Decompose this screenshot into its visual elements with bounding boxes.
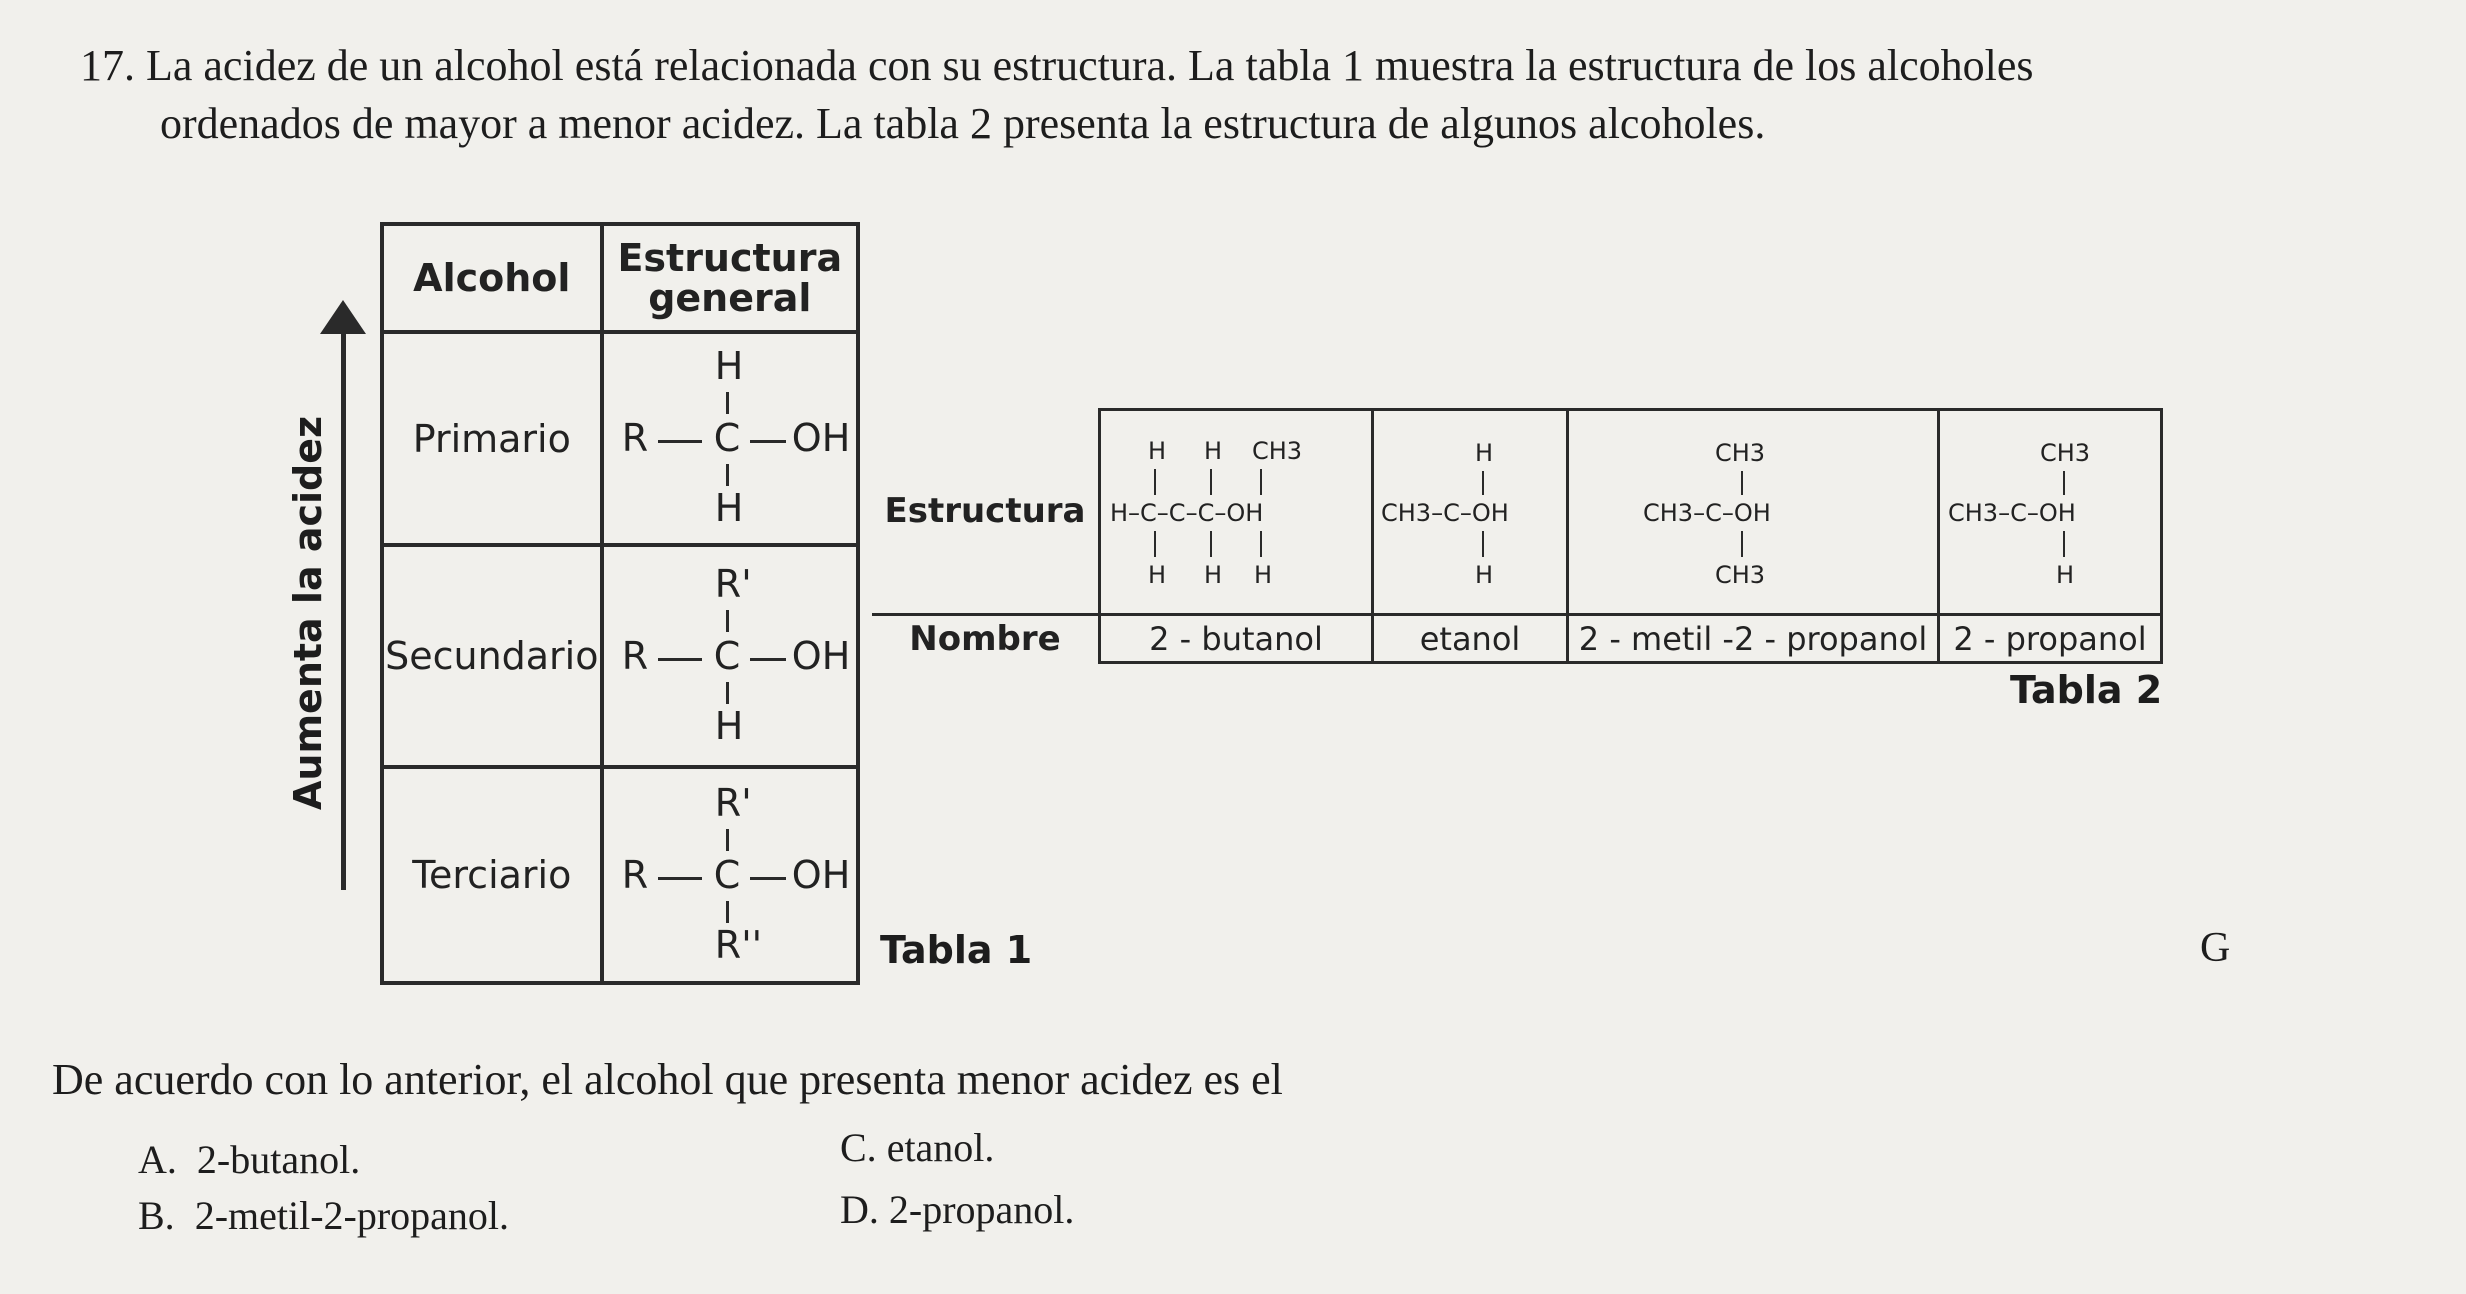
struct-bottom: R'' xyxy=(714,922,763,967)
struct-left: R xyxy=(621,633,649,678)
f-bottom-3: H xyxy=(1254,561,1273,589)
struct-bottom: H xyxy=(714,486,744,530)
name-etanol: etanol xyxy=(1373,615,1568,663)
stray-mark: G xyxy=(2200,925,2231,971)
struct-left: R xyxy=(621,416,649,460)
f-main: CH3–C–OH xyxy=(1381,499,1509,527)
alcohol-terciario: Terciario xyxy=(382,767,602,983)
alcohol-secundario: Secundario xyxy=(382,545,602,767)
option-text: 2-metil-2-propanol. xyxy=(194,1193,510,1238)
question-prompt: De acuerdo con lo anterior, el alcohol que presenta menor acidez es el xyxy=(52,1055,1283,1104)
f-main: CH3–C–OH xyxy=(1948,499,2076,527)
arrow-label: Aumenta la acidez xyxy=(286,415,330,810)
structure-primario xyxy=(602,332,858,545)
structure-2-propanol xyxy=(1939,410,2162,615)
f-top: CH3 xyxy=(1715,439,1766,467)
header-alcohol: Alcohol xyxy=(382,224,602,332)
f-bottom: H xyxy=(2056,561,2075,589)
struct-center: C xyxy=(713,416,741,460)
option-letter: B. xyxy=(138,1193,175,1238)
option-letter: C. xyxy=(840,1125,877,1170)
question-text-1: La acidez de un alcohol está relacionada con su estructura. La tabla 1 muestra la estructura de los alcoholes xyxy=(146,41,2034,90)
option-letter: A. xyxy=(138,1137,177,1182)
table-row xyxy=(872,615,2162,663)
question-line-1 xyxy=(80,40,2034,92)
name-2-propanol: 2 - propanol xyxy=(1939,615,2162,663)
f-top-2: H xyxy=(1204,437,1223,465)
option-a[interactable] xyxy=(138,1136,360,1183)
tabla-1-caption: Tabla 1 xyxy=(880,928,1033,972)
option-d[interactable] xyxy=(840,1186,1074,1233)
f-main: CH3–C–OH xyxy=(1643,499,1771,527)
struct-center: C xyxy=(713,852,741,897)
struct-bottom: H xyxy=(714,703,744,748)
option-b[interactable] xyxy=(138,1192,509,1239)
f-bottom-2: H xyxy=(1204,561,1223,589)
structure-secundario xyxy=(602,545,858,767)
f-bottom: H xyxy=(1475,561,1494,589)
header-estructura: Estructura general xyxy=(602,224,858,332)
f-top-3: CH3 xyxy=(1252,437,1303,465)
structure-2-metil-2-propanol xyxy=(1568,410,1939,615)
table-row xyxy=(382,545,858,767)
row-label-estructura: Estructura xyxy=(872,410,1100,615)
option-text: etanol. xyxy=(886,1125,995,1170)
structure-etanol xyxy=(1373,410,1568,615)
structure-terciario xyxy=(602,767,858,983)
struct-right: OH xyxy=(791,633,851,678)
f-bottom-1: H xyxy=(1148,561,1167,589)
row-label-nombre: Nombre xyxy=(872,615,1100,663)
table-row xyxy=(872,410,2162,615)
struct-top: R' xyxy=(714,561,752,606)
tabla-2 xyxy=(872,408,2163,664)
option-c[interactable] xyxy=(840,1124,994,1171)
struct-left: R xyxy=(621,852,649,897)
structure-2-butanol xyxy=(1100,410,1373,615)
option-text: 2-butanol. xyxy=(196,1137,361,1182)
struct-right: OH xyxy=(791,852,851,897)
struct-top: R' xyxy=(714,780,752,825)
tabla-1 xyxy=(380,222,860,985)
f-top: CH3 xyxy=(2040,439,2091,467)
option-letter: D. xyxy=(840,1187,879,1232)
f-main: H–C–C–C–OH xyxy=(1110,499,1264,527)
acidity-arrow xyxy=(338,330,348,890)
question-text-2: ordenados de mayor a menor acidez. La tabla 2 presenta la estructura de algunos alcoholes. xyxy=(160,99,1766,148)
struct-center: C xyxy=(713,633,741,678)
f-top-1: H xyxy=(1148,437,1167,465)
alcohol-primario: Primario xyxy=(382,332,602,545)
name-2-butanol: 2 - butanol xyxy=(1100,615,1373,663)
tabla-2-caption: Tabla 2 xyxy=(2010,668,2163,712)
struct-top: H xyxy=(714,344,744,388)
table-row xyxy=(382,767,858,983)
struct-right: OH xyxy=(791,416,851,460)
f-top: H xyxy=(1475,439,1494,467)
name-2-metil-2-propanol: 2 - metil -2 - propanol xyxy=(1568,615,1939,663)
table-row xyxy=(382,332,858,545)
option-text: 2-propanol. xyxy=(888,1187,1075,1232)
question-number: 17. xyxy=(80,41,135,90)
f-bottom: CH3 xyxy=(1715,561,1766,589)
